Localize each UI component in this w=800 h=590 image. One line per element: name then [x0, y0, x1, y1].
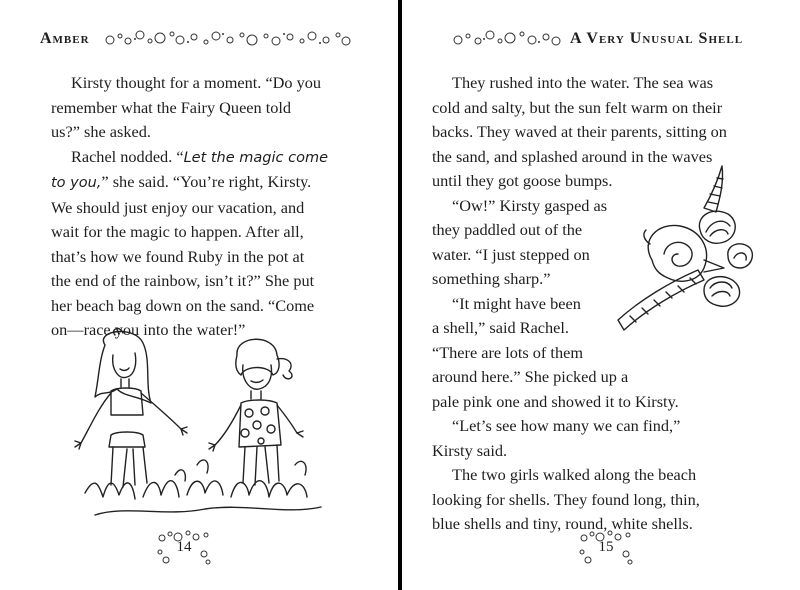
text-line: on—race you into the water!” — [51, 320, 246, 339]
text-line: around here.” She picked up a — [432, 367, 629, 386]
text-line: the end of the rainbow, isn’t it?” She put — [51, 271, 315, 290]
text-line: “Ow!” Kirsty gasped as — [452, 195, 608, 215]
paragraph-1 — [51, 71, 371, 145]
text-line: “There are lots of them — [432, 342, 583, 362]
text-line: us?” she asked. — [51, 122, 151, 141]
left-body-text — [51, 71, 371, 343]
left-page — [0, 0, 398, 590]
page-number-left: 14 — [176, 539, 192, 555]
fairy-queen-quote: Let the magic come — [183, 149, 328, 166]
text-line: Kirsty said. — [432, 440, 508, 460]
text-line: We should just enjoy our vacation, and — [51, 197, 305, 217]
text-line: wait for the magic to happen. After all, — [51, 222, 304, 241]
bubble-ornament-left — [104, 26, 354, 50]
text-line: that’s how we found Ruby in the pot at — [51, 246, 305, 266]
text-line: the sand, and splashed around in the waves — [432, 146, 713, 166]
text-line: her beach bag down on the sand. “Come — [51, 295, 315, 315]
right-page — [402, 0, 800, 590]
text-line: backs. They waved at their parents, sitting on — [432, 122, 727, 141]
text-line: blue shells and tiny, round, white shells. — [432, 514, 693, 533]
bubble-ornament-right — [452, 26, 564, 50]
text-line: they paddled out of the — [432, 220, 583, 239]
text-line: cold and salty, but the sun felt warm on their — [432, 97, 723, 117]
girls-splashing-illustration — [65, 325, 345, 525]
page-number-right: 15 — [598, 539, 614, 555]
text-line: They rushed into the water. The sea was — [452, 73, 714, 92]
text-line: “Let’s see how many we can find,” — [452, 416, 681, 435]
text-line: “It might have been — [452, 293, 581, 313]
page-number-left-wrap — [154, 528, 214, 568]
text-line: remember what the Fairy Queen told — [51, 97, 292, 117]
text-line: water. “I just stepped on — [432, 244, 590, 264]
text-line: The two girls walked along the beach — [452, 465, 697, 484]
text-line: Kirsty thought for a moment. “Do you — [71, 73, 322, 92]
running-head-left: Amber — [40, 30, 90, 47]
running-head-right: A Very Unusual Shell — [570, 30, 744, 47]
text-line: until they got goose bumps. — [432, 171, 613, 190]
text-line: something sharp.” — [432, 269, 551, 288]
text-line: a shell,” said Rachel. — [432, 318, 569, 337]
paragraph-2 — [51, 145, 371, 343]
page-number-right-wrap — [576, 528, 636, 568]
text-line: pale pink one and showed it to Kirsty. — [432, 391, 679, 411]
text-line: Rachel nodded. “Let the magic come — [71, 146, 328, 166]
seashells-illustration — [600, 160, 770, 340]
text-line: looking for shells. They found long, thin, — [432, 489, 700, 509]
text-line: to you,” she said. “You’re right, Kirsty. — [51, 172, 312, 191]
